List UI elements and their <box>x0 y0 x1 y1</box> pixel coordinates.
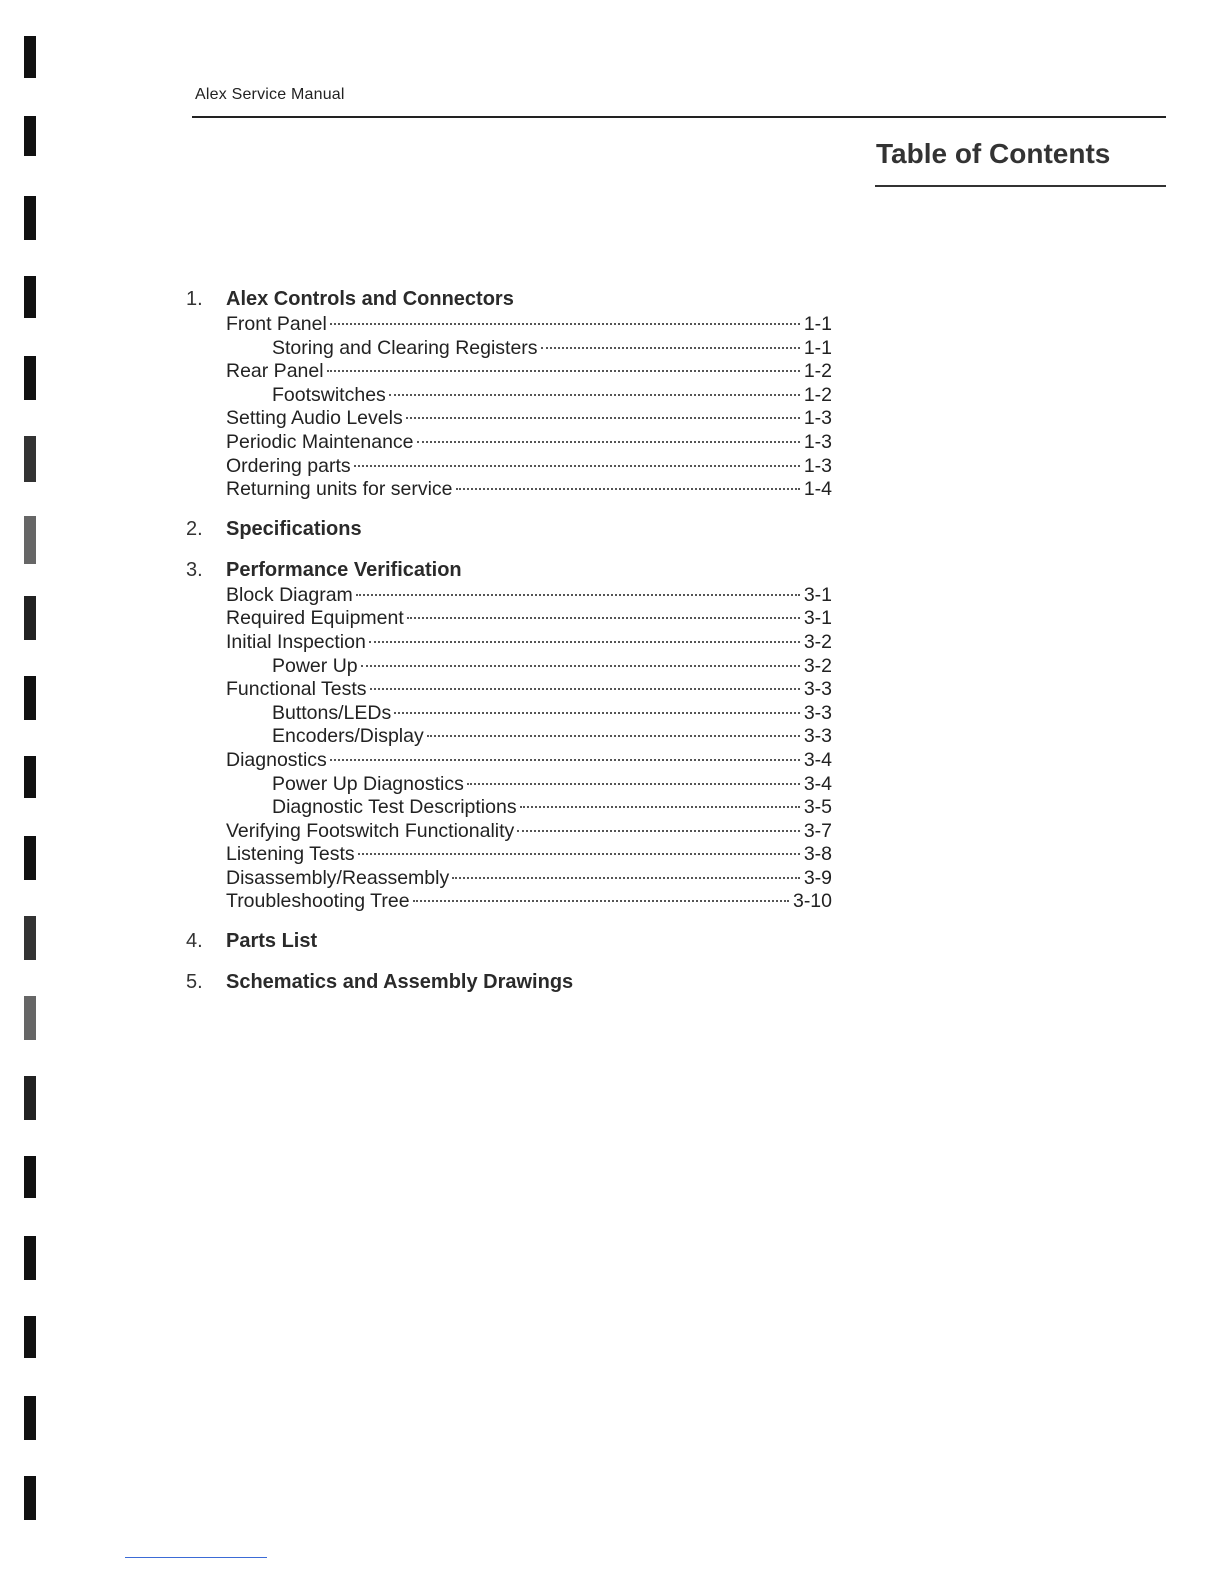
table-of-contents <box>186 286 832 1010</box>
toc-entry-page: 3-5 <box>803 796 832 819</box>
binding-hole <box>24 356 36 400</box>
toc-entry[interactable] <box>186 820 832 844</box>
binding-hole <box>24 1156 36 1198</box>
toc-entry[interactable] <box>186 337 832 361</box>
toc-entry-label: Power Up Diagnostics <box>272 772 464 795</box>
toc-entry[interactable] <box>186 407 832 431</box>
title-rule <box>875 185 1166 187</box>
toc-entry[interactable] <box>186 631 832 655</box>
dot-leader <box>389 394 800 396</box>
toc-section-heading[interactable] <box>186 928 832 955</box>
toc-section-number: 1. <box>186 288 203 310</box>
toc-section-title: Specifications <box>226 517 362 540</box>
toc-entry-page: 1-2 <box>803 360 832 383</box>
toc-section-heading[interactable] <box>186 516 832 543</box>
toc-entry-label: Functional Tests <box>226 678 367 701</box>
toc-section <box>186 557 832 914</box>
binding-hole <box>24 836 36 880</box>
toc-section <box>186 286 832 502</box>
binding-hole <box>24 1476 36 1520</box>
toc-entry-label: Disassembly/Reassembly <box>226 866 450 889</box>
toc-entry-label: Required Equipment <box>226 607 404 630</box>
toc-entry-page: 3-1 <box>803 583 832 606</box>
toc-entry-page: 3-3 <box>803 701 832 724</box>
binding-holes <box>0 0 40 1584</box>
toc-section-title: Schematics and Assembly Drawings <box>226 971 574 994</box>
dot-leader <box>417 441 800 443</box>
dot-leader <box>467 783 800 785</box>
toc-entry-page: 1-3 <box>803 430 832 453</box>
binding-hole <box>24 36 36 78</box>
toc-entry[interactable] <box>186 313 832 337</box>
toc-entry-label: Verifying Footswitch Functionality <box>226 819 515 842</box>
toc-entry-page: 3-3 <box>803 725 832 748</box>
dot-leader <box>356 594 800 596</box>
toc-entry-page: 3-7 <box>803 819 832 842</box>
toc-section-title: Performance Verification <box>226 558 462 581</box>
dot-leader <box>427 735 800 737</box>
toc-entry-page: 3-3 <box>803 678 832 701</box>
running-header: Alex Service Manual <box>195 86 345 103</box>
binding-hole <box>24 756 36 798</box>
binding-hole <box>24 916 36 960</box>
toc-section-number: 4. <box>186 930 203 953</box>
toc-section-heading[interactable] <box>186 969 832 996</box>
toc-entry-label: Footswitches <box>272 383 386 406</box>
toc-entry-label: Periodic Maintenance <box>226 430 414 453</box>
toc-entry-label: Front Panel <box>226 313 327 335</box>
dot-leader <box>456 488 800 490</box>
toc-section-heading[interactable] <box>186 286 832 313</box>
toc-entry-page: 3-8 <box>803 843 832 866</box>
dot-leader <box>354 465 800 467</box>
binding-hole <box>24 1396 36 1440</box>
toc-entry-page: 1-3 <box>803 407 832 430</box>
toc-entry-page: 1-3 <box>803 454 832 477</box>
toc-entry[interactable] <box>186 843 832 867</box>
toc-entry-label: Storing and Clearing Registers <box>272 336 538 359</box>
dot-leader <box>394 712 800 714</box>
binding-hole <box>24 1236 36 1280</box>
dot-leader <box>358 853 800 855</box>
toc-section-number: 3. <box>186 558 203 581</box>
toc-entry-label: Ordering parts <box>226 454 351 477</box>
toc-section-number: 2. <box>186 517 203 540</box>
dot-leader <box>330 323 800 325</box>
dot-leader <box>541 347 800 349</box>
toc-entry-label: Troubleshooting Tree <box>226 890 410 913</box>
dot-leader <box>452 877 800 879</box>
binding-hole <box>24 116 36 156</box>
toc-entry-label: Buttons/LEDs <box>272 701 392 724</box>
toc-entry[interactable] <box>186 796 832 820</box>
binding-hole <box>24 516 36 564</box>
toc-section <box>186 928 832 955</box>
toc-entry[interactable] <box>186 360 832 384</box>
dot-leader <box>327 370 800 372</box>
toc-entry-page: 1-4 <box>803 478 832 501</box>
binding-hole <box>24 1076 36 1120</box>
dot-leader <box>361 665 800 667</box>
footer-link-line <box>125 1557 267 1558</box>
dot-leader <box>369 641 800 643</box>
binding-hole <box>24 1316 36 1358</box>
toc-entry[interactable] <box>186 431 832 455</box>
dot-leader <box>517 830 800 832</box>
toc-entry-label: Diagnostic Test Descriptions <box>272 796 517 819</box>
page-title: Table of Contents <box>876 138 1111 169</box>
binding-hole <box>24 196 36 240</box>
toc-entry[interactable] <box>186 867 832 891</box>
toc-section-number: 5. <box>186 971 203 994</box>
binding-hole <box>24 276 36 318</box>
toc-entry-label: Initial Inspection <box>226 630 366 653</box>
toc-section <box>186 969 832 996</box>
toc-entry-label: Listening Tests <box>226 843 355 866</box>
dot-leader <box>413 900 789 902</box>
toc-entry-label: Rear Panel <box>226 360 324 383</box>
toc-entry-page: 3-4 <box>803 748 832 771</box>
toc-entry-page: 3-2 <box>803 654 832 677</box>
toc-entry-label: Diagnostics <box>226 748 327 771</box>
binding-hole <box>24 436 36 482</box>
toc-entry-label: Block Diagram <box>226 583 353 606</box>
toc-entry-page: 3-2 <box>803 630 832 653</box>
toc-entry[interactable] <box>186 678 832 702</box>
toc-section <box>186 516 832 543</box>
dot-leader <box>370 688 800 690</box>
dot-leader <box>406 417 800 419</box>
toc-entry-page: 3-4 <box>803 772 832 795</box>
toc-section-title: Parts List <box>226 930 318 953</box>
toc-entry-page: 1-1 <box>803 336 832 359</box>
dot-leader <box>407 617 800 619</box>
toc-entry[interactable] <box>186 655 832 679</box>
header-rule <box>192 116 1166 118</box>
toc-entry-page: 3-10 <box>792 890 832 913</box>
toc-entry[interactable] <box>186 749 832 773</box>
binding-hole <box>24 676 36 720</box>
toc-entry-label: Encoders/Display <box>272 725 424 748</box>
toc-entry[interactable] <box>186 478 832 502</box>
dot-leader <box>330 759 800 761</box>
toc-section-title: Alex Controls and Connectors <box>226 288 514 310</box>
toc-entry[interactable] <box>186 725 832 749</box>
toc-entry-label: Power Up <box>272 654 358 677</box>
toc-entry-page: 1-1 <box>803 313 832 335</box>
toc-entry-label: Setting Audio Levels <box>226 407 403 430</box>
binding-hole <box>24 596 36 640</box>
toc-entry[interactable] <box>186 702 832 726</box>
toc-entry-page: 1-2 <box>803 383 832 406</box>
toc-entry[interactable] <box>186 384 832 408</box>
dot-leader <box>520 806 800 808</box>
toc-section-heading[interactable] <box>186 557 832 584</box>
toc-entry-page: 3-1 <box>803 607 832 630</box>
toc-entry-label: Returning units for service <box>226 478 453 501</box>
toc-entry[interactable] <box>186 890 832 914</box>
toc-entry[interactable] <box>186 455 832 479</box>
toc-entry[interactable] <box>186 584 832 608</box>
toc-entry-page: 3-9 <box>803 866 832 889</box>
toc-entry[interactable] <box>186 607 832 631</box>
toc-entry[interactable] <box>186 773 832 797</box>
binding-hole <box>24 996 36 1040</box>
